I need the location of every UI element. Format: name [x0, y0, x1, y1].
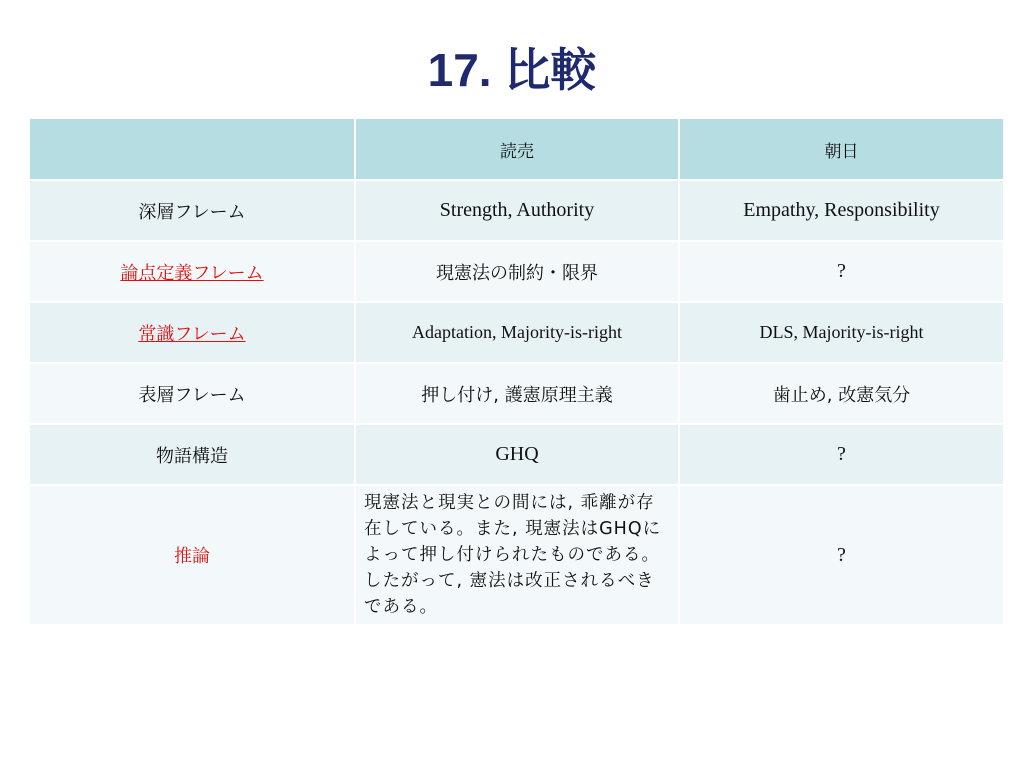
header-cell-yomiuri: 読売 [355, 118, 679, 180]
yomiuri-cell: 押し付け, 護憲原理主義 [355, 363, 679, 424]
header-cell-asahi: 朝日 [679, 118, 1004, 180]
header-cell-empty [29, 118, 355, 180]
row-label-highlighted: 論点定義フレーム [29, 241, 355, 302]
asahi-cell: 歯止め, 改憲気分 [679, 363, 1004, 424]
yomiuri-cell: Strength, Authority [355, 180, 679, 241]
comparison-table [28, 117, 1005, 626]
table-row-inference [29, 485, 1004, 625]
table-header-row [29, 118, 1004, 180]
asahi-cell: ? [679, 241, 1004, 302]
yomiuri-cell: GHQ [355, 424, 679, 485]
row-label: 深層フレーム [29, 180, 355, 241]
row-label-highlighted: 推論 [29, 485, 355, 625]
asahi-cell: DLS, Majority-is-right [679, 302, 1004, 363]
table-row-issue-frame [29, 241, 1004, 302]
slide-title: 17. 比較 [427, 44, 597, 96]
row-label: 表層フレーム [29, 363, 355, 424]
yomiuri-cell: 現憲法の制約・限界 [355, 241, 679, 302]
row-label: 物語構造 [29, 424, 355, 485]
yomiuri-inference-paragraph: 現憲法と現実との間には, 乖離が存在している。また, 現憲法はGHQによって押し付けられたものである。したがって, 憲法は改正されるべきである。 [355, 485, 679, 625]
asahi-cell: ? [679, 485, 1004, 625]
table-row-deep-frame [29, 180, 1004, 241]
asahi-cell: ? [679, 424, 1004, 485]
table-row-narrative-structure [29, 424, 1004, 485]
row-label-highlighted: 常識フレーム [29, 302, 355, 363]
yomiuri-cell: Adaptation, Majority-is-right [355, 302, 679, 363]
table-row-surface-frame [29, 363, 1004, 424]
asahi-cell: Empathy, Responsibility [679, 180, 1004, 241]
table-row-common-sense-frame [29, 302, 1004, 363]
